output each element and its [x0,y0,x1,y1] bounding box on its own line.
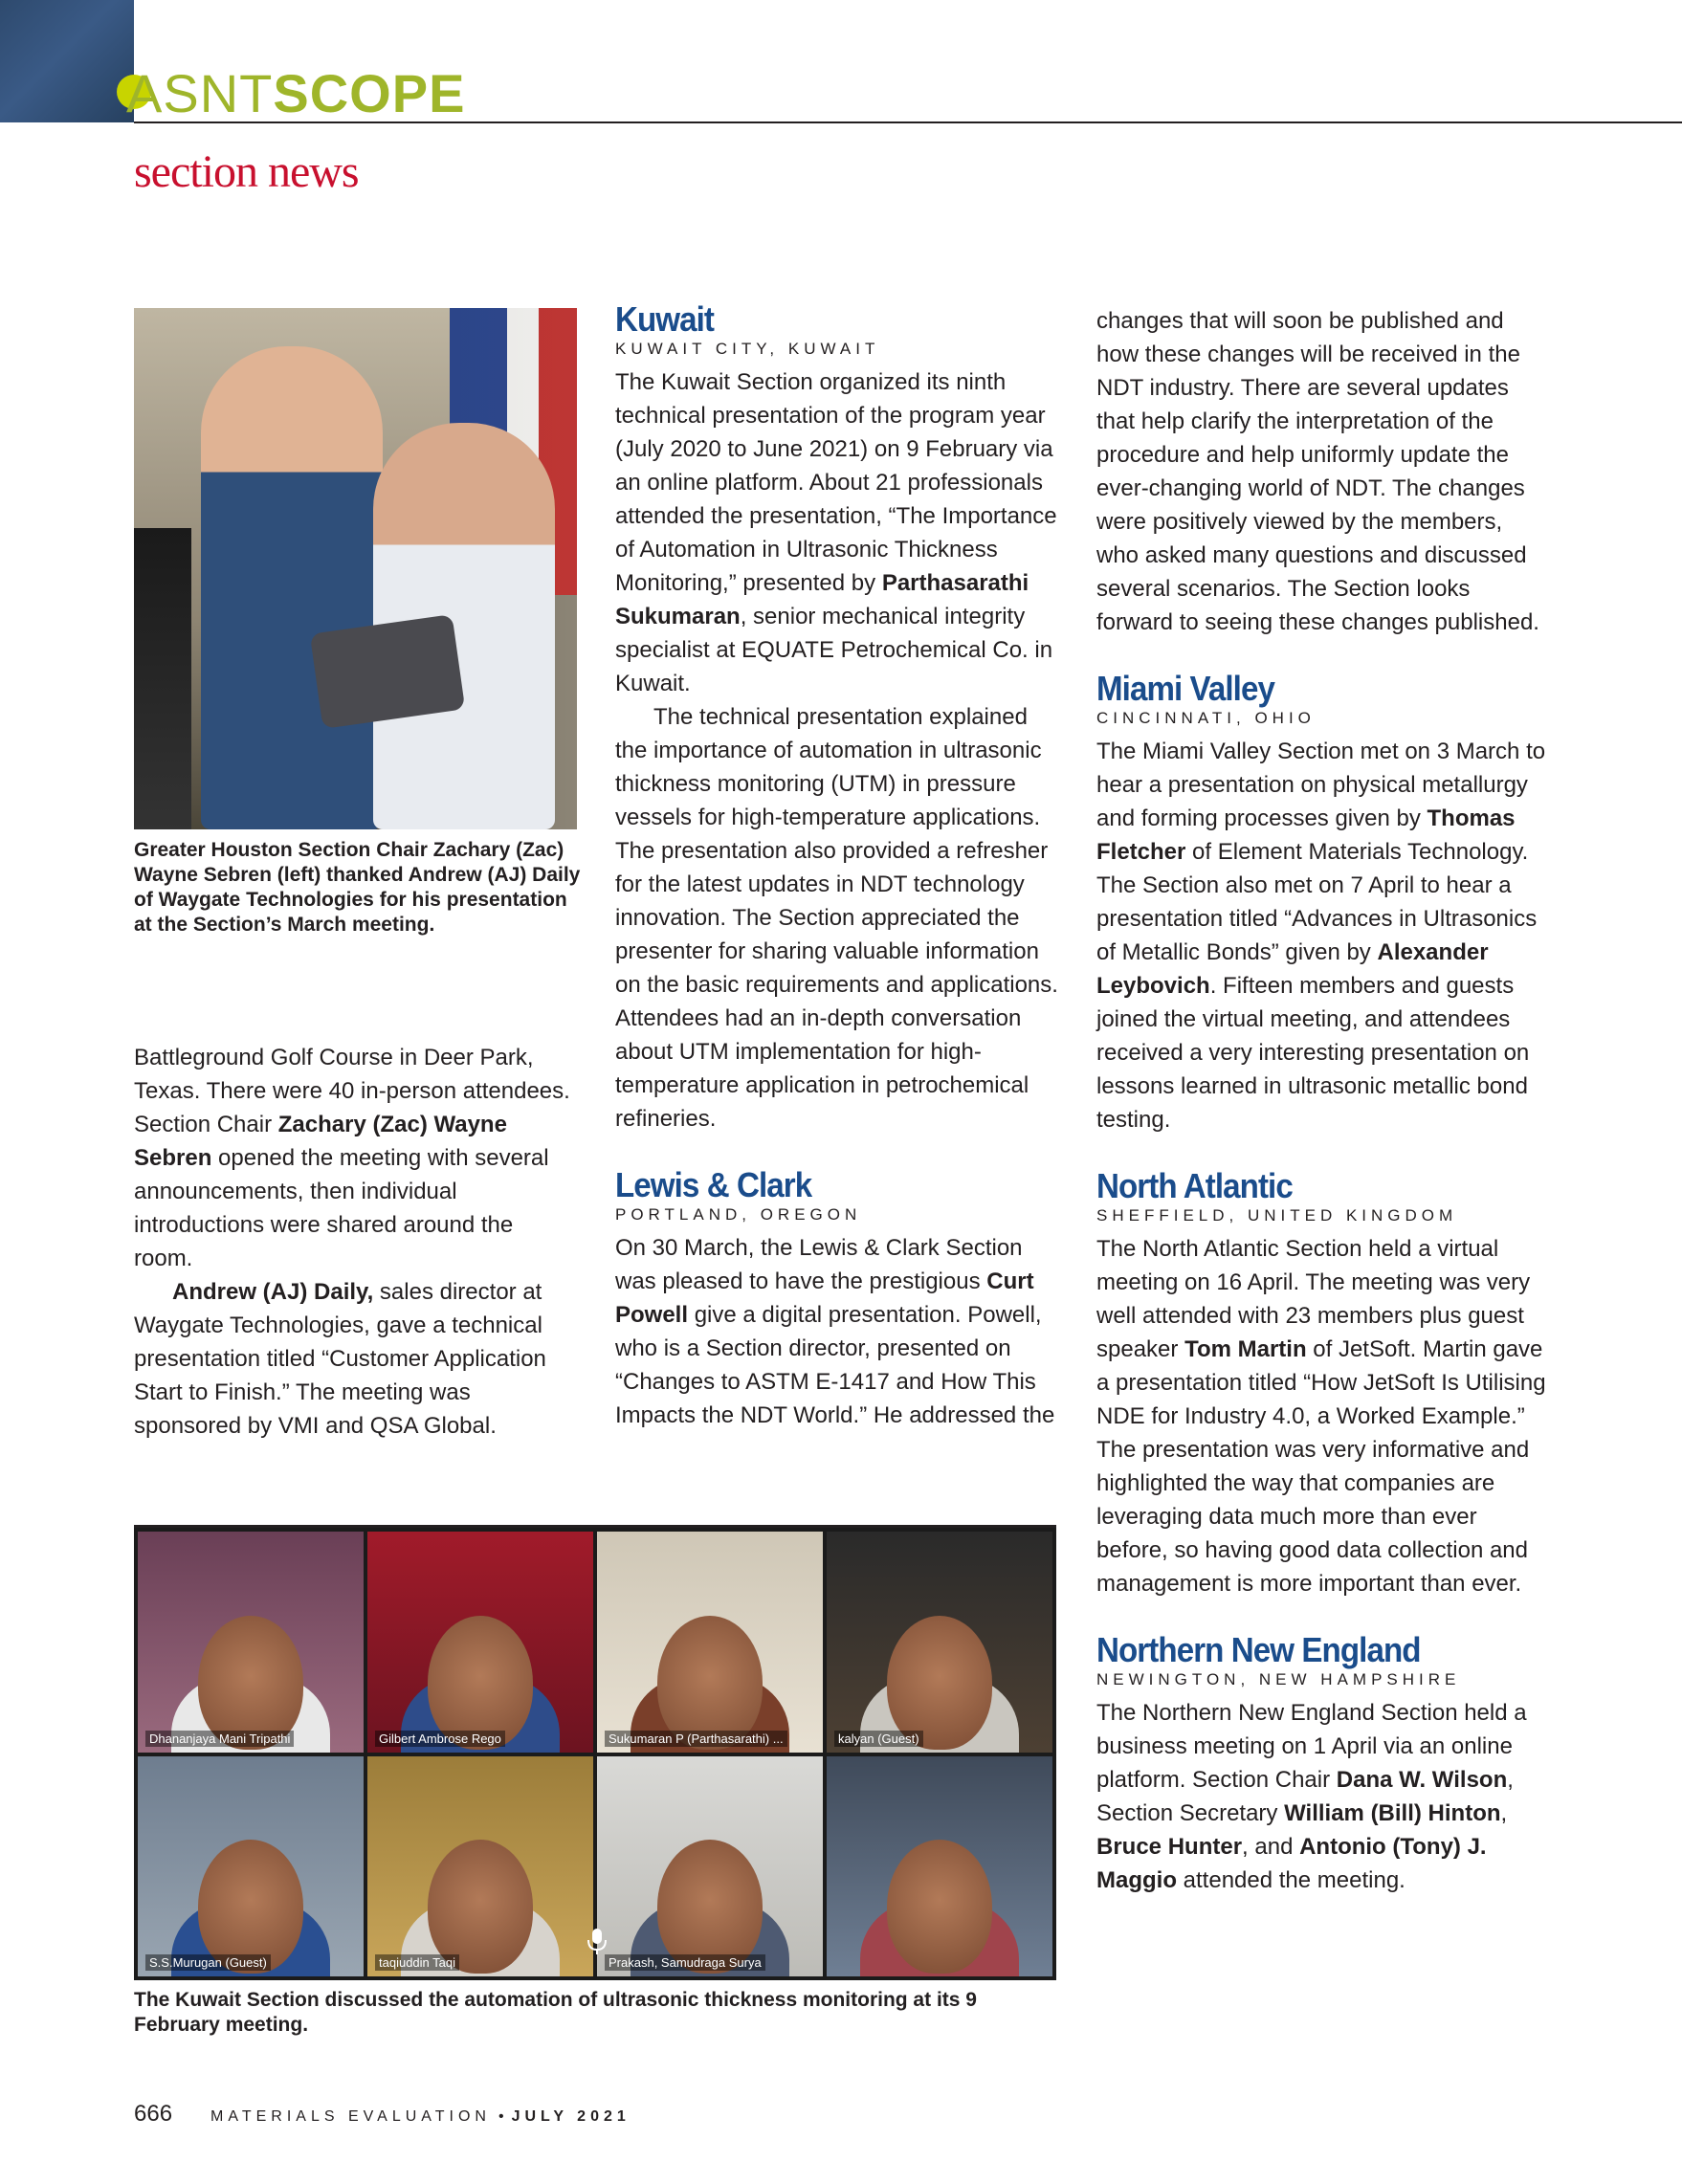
north-atlantic-location: SHEFFIELD, UNITED KINGDOM [1096,1206,1458,1224]
participant-name: kalyan (Guest) [834,1731,923,1747]
video-tile [367,1756,593,1977]
microphone-image [134,528,191,829]
header-corner-graphic [0,0,134,122]
houston-photo-caption: Greater Houston Section Chair Zachary (Zac) Wayne Sebren (left) thanked Andrew (AJ) Daily of Waygate Technologies for his presentation at the Section’s March meeting. [134,839,581,936]
page-footer [134,2101,631,2128]
north-atlantic-heading: North Atlantic [1096,1166,1293,1205]
lewis-clark-continued: changes that will soon be published and how these changes will be received in the NDT industry. There are several updates that help clarify the interpretation of the procedure and help uniformly update the ever-changing world of NDT. The changes were positively viewed by the members, who asked many questions and discussed several scenarios. The Section looks forward to seeing these changes published. [1096,308,1539,635]
northern-new-england-heading: Northern New England [1096,1630,1421,1669]
footer-separator: • [498,2108,504,2125]
video-tile [138,1532,364,1753]
video-tile [367,1532,593,1753]
miami-valley-location: CINCINNATI, OHIO [1096,709,1316,727]
participant-name: taqiuddin Taqi [375,1954,459,1971]
miami-valley-paragraph: The Miami Valley Section met on 3 March to hear a presentation on physical metallurgy and forming processes given by Thomas Fletcher of Element Materials Technology. The Section also met on 7 April to hear a presentation titled “Advances in Ultrasonics of Metallic Bonds” given by Alexander Leybovich. Fifteen members and guests joined the virtual meeting, and attendees received a very interesting presentation on lessons learned in ultrasonic metallic bond testing. [1096,739,1546,1133]
video-tile [827,1756,1052,1977]
kuwait-heading: Kuwait [615,299,715,339]
north-atlantic-paragraph: The North Atlantic Section held a virtual meeting on 16 April. The meeting was very well attended with 23 members plus guest speaker Tom Martin of JetSoft. Martin gave a presentation titled “How JetSoft Is Utilising NDE for Industry 4.0, a Worked Example.” The presentation was very informative and highlighted the way that companies are leveraging data much more than ever before, so having good data collection and management is more important than ever. [1096,1236,1546,1597]
page-number: 666 [134,2101,173,2127]
participant-name: Gilbert Ambrose Rego [375,1731,505,1747]
video-tile [138,1756,364,1977]
video-tile [597,1756,823,1977]
zoom-meeting-screenshot [134,1525,1056,1980]
issue-date: JULY 2021 [511,2108,631,2125]
column-2 [615,300,1058,1432]
northern-new-england-paragraph: The Northern New England Section held a business meeting on 1 April via an online platform. Section Chair Dana W. Wilson, Section Secretary William (Bill) Hinton, Bruce Hunter, and Antonio (Tony) J. Maggio attended the meeting. [1096,1700,1527,1893]
houston-paragraph-1: Battleground Golf Course in Deer Park, Texas. There were 40 in-person attendees. Section Chair Zachary (Zac) Wayne Sebren opened the meeting with several announcements, then individual introductions were shared around the room. [134,1045,570,1271]
video-tile [827,1532,1052,1753]
column-3 [1096,304,1546,1897]
houston-paragraph-2: Andrew (AJ) Daily, sales director at Waygate Technologies, gave a technical presentation titled “Customer Application Start to Finish.” The meeting was sponsored by VMI and QSA Global. [134,1279,546,1439]
asntscope-logo: ASNTSCOPE [126,63,466,123]
participant-name: S.S.Murugan (Guest) [145,1954,271,1971]
texas-plaque-image [310,614,465,729]
houston-photo [134,308,577,829]
miami-valley-heading: Miami Valley [1096,669,1274,708]
kuwait-paragraph-2: The technical presentation explained the importance of automation in ultrasonic thickness monitoring (UTM) in pressure vessels for high-temperature applications. The presentation also provided a refresher for the latest updates in NDT technology innovation. The Section appreciated the presenter for sharing valuable information on the basic requirements and applications. Attendees had an in-depth conversation about UTM implementation for high-temperature application in petrochemical refineries. [615,704,1058,1132]
lewis-clark-location: PORTLAND, OREGON [615,1205,862,1224]
magazine-name: MATERIALS EVALUATION [210,2108,491,2125]
participant-name: Prakash, Samudraga Surya [605,1954,765,1971]
section-title: section news [134,146,359,197]
kuwait-location: KUWAIT CITY, KUWAIT [615,340,880,358]
microphone-icon [586,1927,609,1955]
zoom-caption: The Kuwait Section discussed the automation of ultrasonic thickness monitoring at its 9 February meeting. [134,1989,977,2036]
houston-article [134,1041,574,1443]
participant-name: Sukumaran P (Parthasarathi) ... [605,1731,787,1747]
kuwait-paragraph-1: The Kuwait Section organized its ninth technical presentation of the program year (July 2020 to June 2021) on 9 February via an online platform. About 21 professionals attended the presentation, “The Importance of Automation in Ultrasonic Thickness Monitoring,” presented by Parthasarathi Sukumaran, senior mechanical integrity specialist at EQUATE Petrochemical Co. in Kuwait. [615,369,1057,696]
video-tile [597,1532,823,1753]
northern-new-england-location: NEWINGTON, NEW HAMPSHIRE [1096,1670,1461,1688]
lewis-clark-heading: Lewis & Clark [615,1165,812,1204]
participant-name: Dhananjaya Mani Tripathi [145,1731,294,1747]
lewis-clark-paragraph-1: On 30 March, the Lewis & Clark Section was pleased to have the prestigious Curt Powell give a digital presentation. Powell, who is a Section director, presented on “Changes to ASTM E-1417 and How This Impacts the NDT World.” He addressed the [615,1235,1055,1428]
